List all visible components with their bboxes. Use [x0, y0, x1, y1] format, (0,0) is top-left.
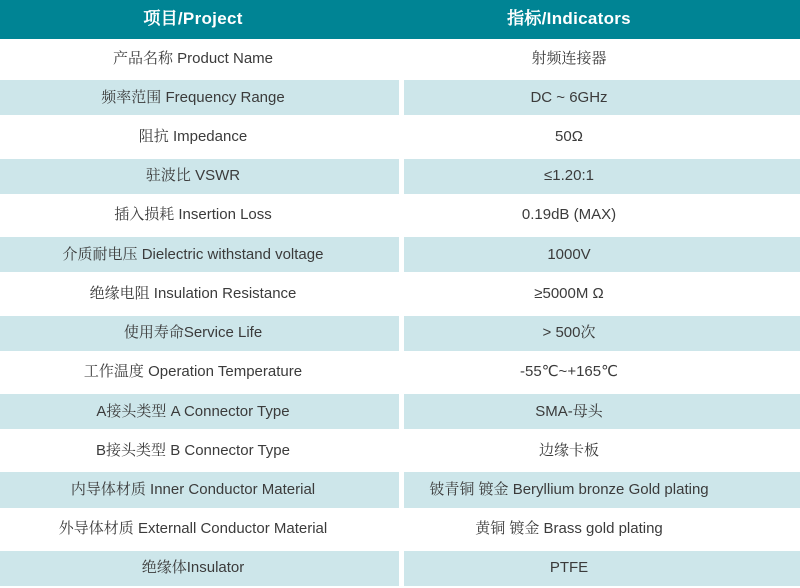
table-body	[0, 39, 800, 588]
table-row	[0, 392, 800, 431]
indicator-cell: -55℃~+165℃	[520, 363, 618, 381]
table-row	[0, 196, 800, 235]
indicator-cell: 射频连接器	[531, 49, 607, 67]
header-indicator-column: 指标/Indicators	[507, 9, 631, 29]
project-cell: 频率范围 Frequency Range	[0, 80, 399, 115]
indicator-cell: 边缘卡板	[538, 441, 599, 459]
project-cell: 工作温度 Operation Temperature	[83, 363, 303, 381]
header-project-column: 项目/Project	[143, 9, 243, 29]
project-cell: 外导体材质 Externall Conductor Material	[58, 520, 328, 538]
indicator-cell: DC ~ 6GHz	[404, 80, 800, 115]
project-cell: 介质耐电压 Dielectric withstand voltage	[0, 237, 399, 272]
indicator-cell: 50Ω	[555, 128, 583, 146]
indicator-cell: ≤1.20:1	[404, 159, 800, 194]
table-row	[0, 235, 800, 274]
project-cell: 内导体材质 Inner Conductor Material	[0, 472, 399, 507]
indicator-cell: 黄铜 镀金 Brass gold plating	[475, 520, 663, 538]
table-header-row	[0, 0, 800, 39]
project-cell: 插入损耗 Insertion Loss	[114, 206, 272, 224]
indicator-cell: PTFE	[404, 551, 800, 586]
table-row	[0, 353, 800, 392]
table-row	[0, 39, 800, 78]
table-row	[0, 510, 800, 549]
indicator-cell: 0.19dB (MAX)	[521, 206, 617, 224]
project-cell: 绝缘体Insulator	[0, 551, 399, 586]
project-cell: 驻波比 VSWR	[0, 159, 399, 194]
table-row	[0, 78, 800, 117]
table-row	[0, 470, 800, 509]
indicator-cell: 铍青铜 镀金 Beryllium bronze Gold plating	[404, 472, 800, 507]
project-cell: 产品名称 Product Name	[112, 49, 274, 67]
table-row	[0, 314, 800, 353]
indicator-cell: 1000V	[404, 237, 800, 272]
indicator-cell: > 500次	[404, 316, 800, 351]
table-row	[0, 549, 800, 588]
table-row	[0, 274, 800, 313]
project-cell: 阻抗 Impedance	[138, 128, 248, 146]
project-cell: A接头类型 A Connector Type	[0, 394, 399, 429]
indicator-cell: ≥5000M Ω	[534, 284, 604, 302]
table-row	[0, 157, 800, 196]
project-cell: B接头类型 B Connector Type	[96, 441, 290, 459]
project-cell: 绝缘电阻 Insulation Resistance	[89, 284, 297, 302]
project-cell: 使用寿命Service Life	[0, 316, 399, 351]
table-row	[0, 431, 800, 470]
table-row	[0, 117, 800, 156]
indicator-cell: SMA-母头	[404, 394, 800, 429]
